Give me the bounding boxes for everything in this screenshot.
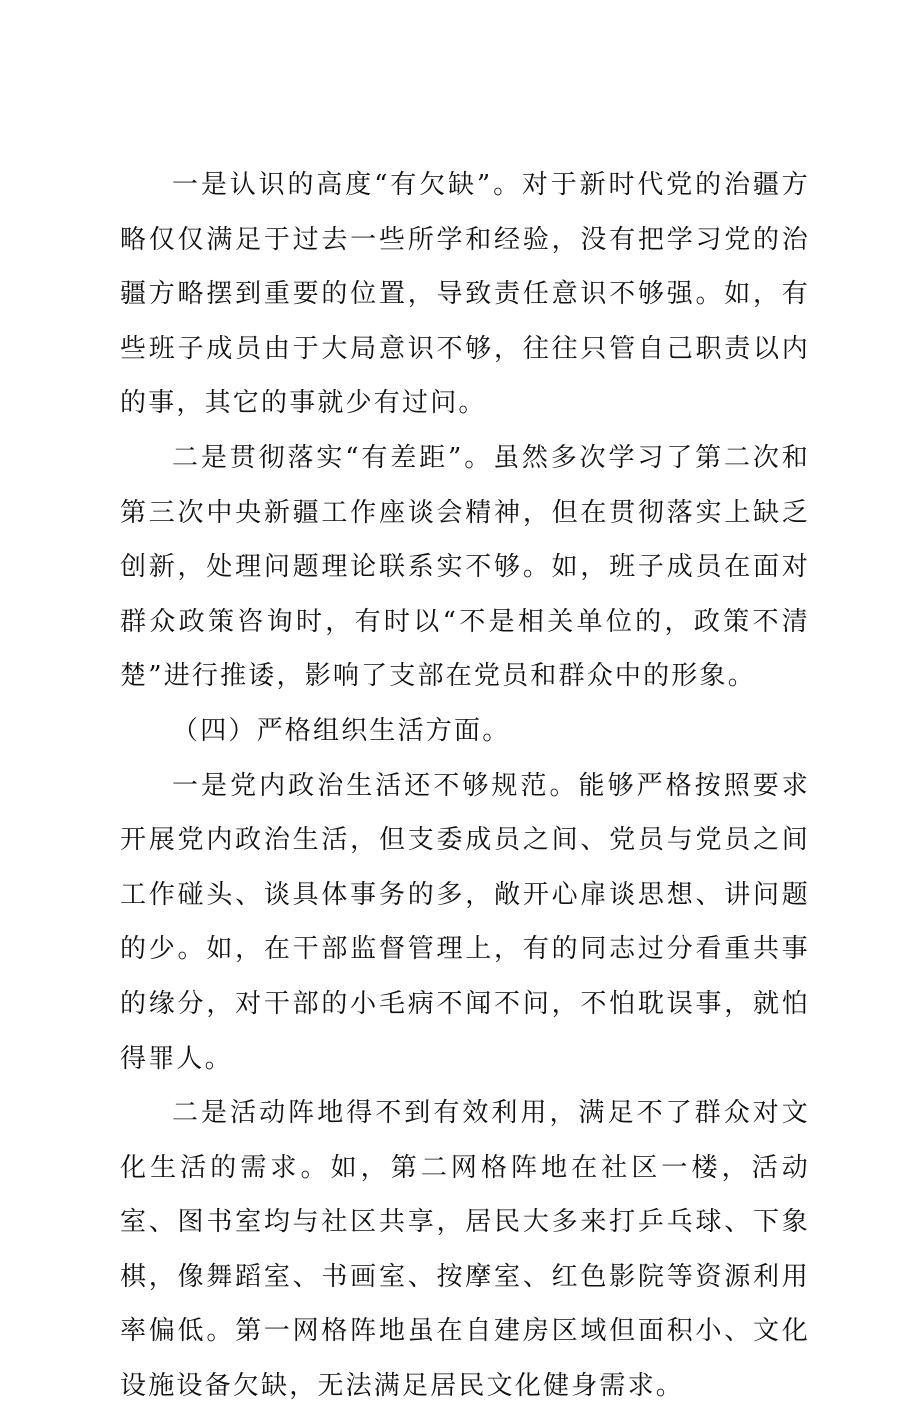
paragraph-recognition: 一是认识的高度“有欠缺”。对于新时代党的治疆方略仅仅满足于过去一些所学和经验，没有把学习党的治疆方略摆到重要的位置，导致责任意识不够强。如，有些班子成员由于大局意识不够，往往只管自己职责以内的事，其它的事就少有过问。 xyxy=(120,170,810,419)
paragraph-activity-venue: 二是活动阵地得不到有效利用，满足不了群众对文化生活的需求。如，第二网格阵地在社区一楼，活动室、图书室均与社区共享，居民大多来打乒乓球、下象棋，像舞蹈室、书画室、按摩室、红色影院等资源利用率偏低。第一网格阵地虽在自建房区域但面积小、文化设施设备欠缺，无法满足居民文化健身需求。 xyxy=(120,1098,810,1402)
document-body xyxy=(120,158,810,1414)
section-heading: （四）严格组织生活方面。 xyxy=(172,715,511,746)
paragraph-political-life: 一是党内政治生活还不够规范。能够严格按照要求开展党内政治生活，但支委成员之间、党员与党员之间工作碰头、谈具体事务的多，敞开心扉谈思想、讲问题的少。如，在干部监督管理上，有的同志过分看重共事的缘分，对干部的小毛病不闻不问，不怕耽误事，就怕得罪人。 xyxy=(120,770,810,1074)
paragraph-implementation: 二是贯彻落实“有差距”。虽然多次学习了第二次和第三次中央新疆工作座谈会精神，但在贯彻落实上缺乏创新，处理问题理论联系实不够。如，班子成员在面对群众政策咨询时，有时以“不是相关单位的，政策不清楚”进行推诿，影响了支部在党员和群众中的形象。 xyxy=(120,442,810,692)
